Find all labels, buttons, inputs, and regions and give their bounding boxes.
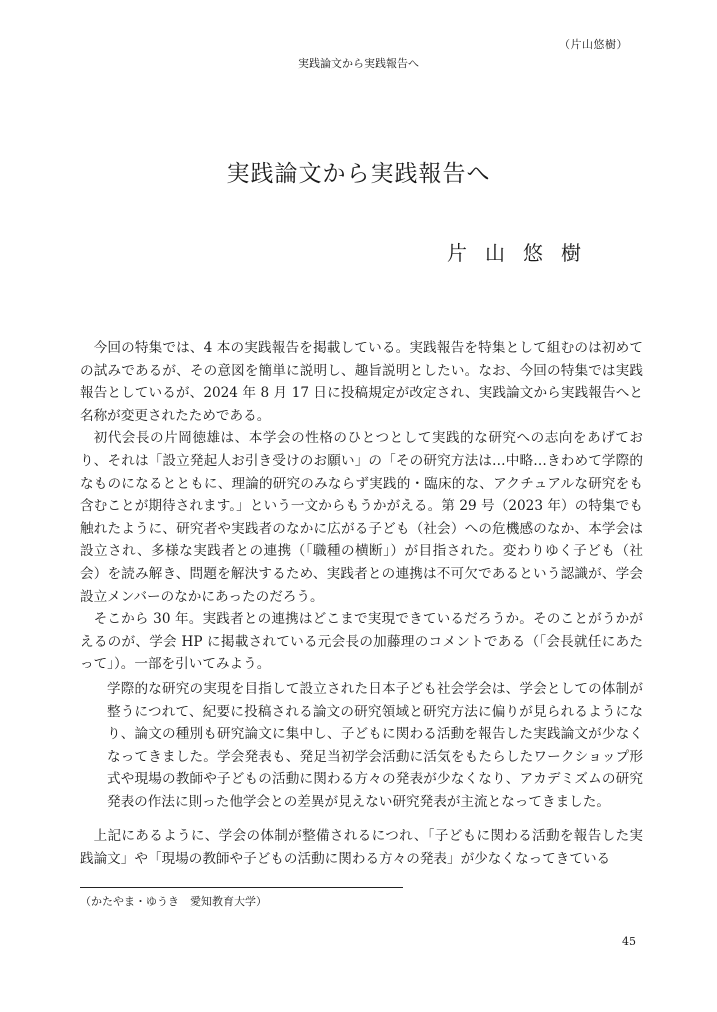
author-affiliation-footnote: （かたやま・ゆうき 愛知教育大学） — [80, 895, 267, 908]
running-header-title: 実践論文から実践報告へ — [298, 57, 419, 70]
page-number: 45 — [622, 935, 636, 948]
footnote-divider — [80, 887, 403, 888]
running-header-author: （片山悠樹） — [559, 38, 628, 51]
article-title: 実践論文から実践報告へ — [226, 161, 491, 187]
body-paragraph-2: 初代会長の片岡徳雄は、本学会の性格のひとつとして実践的な研究への志向をあげており、それは「設立発起人お引き受けのお願い」の「その研究方法は…中略…きわめて学際的なものになるとともに、理論的研究のみならず実践的・臨床的な、アクチュアルな研究をも含むことが期待されます。」という一文からもうかがえる。第 29 号（2023 年）の特集でも触れたように、研究者や実践者のなかに広がる子ども（社会）への危機感のなか、本学会は設立され、多様な実践者との連携（「職種の横断」）が目指された。変わりゆく子ども（社会）を読み解き、問題を解決するため、実践者との連携は不可欠であるという認識が、学会設立メンバーのなかにあったのだろう。 — [80, 430, 643, 605]
article-body — [80, 337, 643, 676]
body-paragraph-3: そこから 30 年。実践者との連携はどこまで実現できているだろうか。そのことがうかがえるのが、学会 HP に掲載されている元会長の加藤理のコメントである（「会長就任にあたって」）。一部を引いてみよう。 — [80, 611, 643, 673]
block-quote: 学際的な研究の実現を目指して設立された日本子ども社会学会は、学会としての体制が整うにつれて、紀要に投稿される論文の研究領域と研究方法に偏りが見られるようになり、論文の種別も研究論文に集中し、子どもに関わる活動を報告した実践論文が少なくなってきました。学会発表も、発足当初学会活動に活気をもたらしたワークショップ形式や現場の教師や子どもの活動に関わる方々の発表が少なくなり、アカデミズムの研究発表の作法に則った他学会との差異が見えない研究発表が主流となってきました。 — [107, 681, 643, 810]
article-body-continued — [80, 825, 643, 870]
body-paragraph-closing: 上記にあるように、学会の体制が整備されるにつれ、「子どもに関わる活動を報告した実践論文」や「現場の教師や子どもの活動に関わる方々の発表」が少なくなってきている — [80, 828, 643, 867]
article-author: 片山悠樹 — [447, 241, 599, 265]
body-paragraph-1: 今回の特集では、4 本の実践報告を掲載している。実践報告を特集として組むのは初めての試みであるが、その意図を簡単に説明し、趣旨説明としたい。なお、今回の特集では実践報告としているが、2024 年 8 月 17 日に投稿規定が改定され、実践論文から実践報告へと名称が変更されたためである。 — [80, 340, 643, 424]
